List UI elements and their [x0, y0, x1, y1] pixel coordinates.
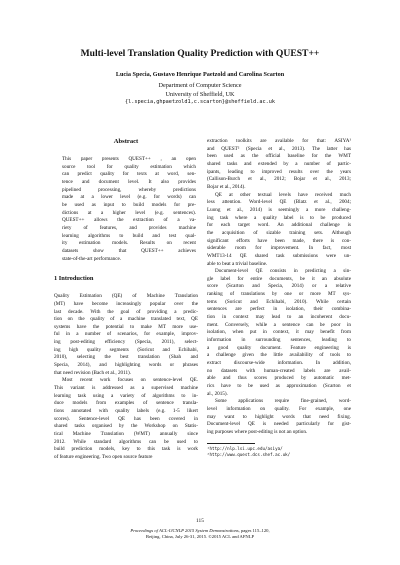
- text-line: extract discourse-wide information. In addition,: [207, 360, 351, 367]
- text-line: systems have the potential to make MT more use-: [54, 323, 198, 330]
- text-line: ful in a number of scenarios, for example, improv-: [54, 331, 198, 338]
- proceedings-venue: Beijing, China, July 26-31, 2015. ©2015 ACL and AFNLP: [145, 534, 255, 540]
- text-line: 2012. While standard algorithms can be used to: [54, 438, 198, 445]
- text-line: able to beat a trivial baseline.: [207, 260, 268, 267]
- abstract-line: riety of features, and provides machine: [62, 224, 196, 231]
- text-line: able and thus scores produced by automatic met-: [207, 375, 351, 382]
- proceedings-pages: , pages 115–120,: [238, 528, 270, 533]
- footnote: ²http://www.quest.dcs.shef.ac.uk/: [207, 451, 291, 457]
- text-line: sentences are perfect in isolation, their combina-: [207, 306, 351, 313]
- text-line: for each target word. An additional challenge is: [207, 222, 351, 229]
- text-line: (MT) have become increasingly popular over the: [54, 300, 198, 307]
- text-line: ipants, leading to improved results over the years: [207, 168, 351, 175]
- text-line: (Callison-Burch et al., 2012; Bojar et al., 2013;: [207, 176, 351, 183]
- paper-authors: Lucia Specia, Gustavo Henrique Paetzold and Carolina Scarton: [115, 71, 285, 78]
- text-line: Quality Estimation (QE) of Machine Translation: [54, 293, 198, 300]
- text-line: extraction toolkits are available for that: ASIYA¹: [207, 138, 351, 144]
- text-line: last decade. With the goal of providing a predic-: [54, 308, 198, 315]
- text-line: shared tasks and extended by a number of partic-: [207, 160, 351, 167]
- text-line: WMT13-14 QE shared task submissions were un-: [207, 252, 351, 259]
- text-line: isolation, when put in context, it may benefit from: [207, 329, 351, 336]
- introduction-heading: 1 Introduction: [54, 275, 94, 283]
- text-line: QE at other textual levels have received much: [215, 191, 351, 198]
- text-line: Some applications require fine-grained, word-: [215, 398, 351, 405]
- paragraph: [54, 377, 198, 461]
- abstract-line: made at a lower level (e.g. for words) can: [62, 194, 196, 201]
- abstract-line: source tool for quality estimation which: [62, 163, 196, 170]
- proceedings-title: Proceedings of ACL-IJCNLP 2015 System Demonstrations: [130, 528, 239, 533]
- abstract-line: state-of-the-art performance.: [62, 255, 122, 262]
- text-line: may want to highlight words that need fixing.: [207, 413, 351, 420]
- text-line: tion on the quality of a machine translated text, QE: [54, 316, 198, 323]
- text-line: rics have to be used as approximation (Scarton et: [207, 383, 351, 389]
- paragraph: [207, 398, 351, 436]
- text-line: This variant is addressed as a supervised machine: [54, 385, 198, 392]
- text-line: ing task where a quality label is to be produced: [207, 214, 351, 221]
- abstract-line: dictions at a higher level (e.g. sentences).: [62, 209, 196, 216]
- text-line: shared tasks organised by the Workshop on Statis-: [54, 423, 198, 430]
- text-line: scores). Sentence-level QE has been covered in: [54, 415, 198, 422]
- abstract-line: QUEST++ allows the extraction of a va-: [62, 217, 196, 224]
- footnote: ¹http://nlp.lsi.upc.edu/asiya/: [207, 445, 283, 451]
- abstract-line: pipelined processing, whereby predictions: [62, 186, 196, 193]
- text-line: score (Scarton and Specia, 2014) or a relative: [207, 283, 351, 290]
- text-line: ing high quality segments (Soricut and Echihabi,: [54, 346, 198, 353]
- right-column: [207, 138, 351, 458]
- abstract-line: datasets show that QUEST++ achieves: [62, 247, 196, 254]
- text-line: ment. Conversely, while a sentence can be poor in: [207, 321, 351, 328]
- footnotes: [207, 446, 351, 458]
- text-line: a challenge given the little availability of tools to: [207, 352, 351, 359]
- text-line: build prediction models, key to this task is work: [54, 446, 198, 453]
- text-line: ing post-editing efficiency (Specia, 2011), select-: [54, 339, 198, 346]
- text-line: al., 2015).: [207, 390, 228, 397]
- affiliation-department: Department of Computer Science: [158, 82, 242, 89]
- text-line: Luong et al., 2014) is seemingly a more challeng-: [207, 206, 351, 213]
- text-line: tions annotated with quality labels (e.g. 1-5 likert: [54, 408, 198, 415]
- text-line: tion in context may lead to an incoherent docu-: [207, 314, 351, 321]
- text-line: tems (Soricut and Echihabi, 2010). While certain: [207, 298, 351, 305]
- text-line: no datasets with human-created labels are avail-: [207, 367, 351, 374]
- abstract-line: tence and document level. It also provides: [62, 178, 196, 185]
- text-line: and QUEST² (Specia et al., 2013). The latter has: [207, 145, 351, 152]
- paragraph: [207, 138, 351, 192]
- text-line: gle label for entire documents, be it an absolute: [207, 275, 351, 282]
- text-line: the acquisition of sizable training sets. Although: [207, 229, 351, 236]
- text-line: learning task using a variety of algorithms to in-: [54, 392, 198, 399]
- text-line: less attention. Word-level QE (Blatz et al., 2004;: [207, 199, 351, 206]
- text-line: a good quality document. Feature engineering is: [207, 344, 351, 351]
- text-line: that need revision (Bach et al., 2011).: [54, 369, 132, 376]
- text-line: Bojar et al., 2014).: [207, 183, 246, 190]
- abstract-body: [62, 156, 196, 263]
- abstract-line: This paper presents QUEST++ , an open: [62, 156, 196, 162]
- text-line: significant efforts have been made, there is con-: [207, 237, 351, 244]
- text-line: tical Machine Translation (WMT) annually since: [54, 431, 198, 437]
- paragraph: [54, 293, 198, 377]
- text-line: 2010), selecting the best translation (Shah and: [54, 354, 198, 361]
- abstract-line: be used as input to build models for pre-: [62, 201, 196, 208]
- text-line: Document-level QE consists in predicting a sin-: [215, 268, 351, 275]
- left-column: [54, 138, 198, 462]
- text-line: ranking of translations by one or more MT sys-: [207, 291, 351, 298]
- abstract-line: can predict quality for texts at word, sen-: [62, 171, 196, 178]
- author-emails: {l.specia,ghpaetzold1,c.scarton}@sheffield.ac.uk: [125, 99, 275, 105]
- footnote-rule: [207, 443, 255, 444]
- introduction-body: [54, 293, 198, 461]
- abstract-heading: Abstract: [113, 138, 139, 145]
- text-line: information in surrounding sentences, leading to: [207, 337, 351, 344]
- text-line: duce models from examples of sentence transla-: [54, 400, 198, 407]
- abstract-line: ity estimation models. Results on recent: [62, 240, 196, 247]
- text-line: Document-level QE is needed particularly for gist-: [207, 421, 351, 428]
- text-line: Most recent work focuses on sentence-level QE.: [62, 377, 198, 384]
- text-line: level information on quality. For example, one: [207, 405, 351, 412]
- right-column-body: [207, 138, 351, 437]
- affiliation-university: University of Sheffield, UK: [165, 91, 235, 98]
- text-line: Specia, 2014), and highlighting words or phrases: [54, 362, 198, 369]
- proceedings-footer: [0, 528, 400, 540]
- page-number: 115: [196, 518, 204, 524]
- paragraph: [207, 268, 351, 398]
- text-line: of feature engineering. Two open source feature: [54, 453, 153, 460]
- paragraph: [207, 192, 351, 269]
- text-line: siderable room for improvement. In fact, most: [207, 245, 351, 252]
- abstract-line: learning algorithms to build and test qual-: [62, 232, 196, 239]
- paper-title: Multi-level Translation Quality Prediction with QUEST++: [80, 48, 320, 59]
- text-line: been used as the official baseline for the WMT: [207, 153, 351, 160]
- affiliation: [30, 81, 370, 99]
- text-line: ing purposes where post-editing is not an option.: [207, 428, 308, 435]
